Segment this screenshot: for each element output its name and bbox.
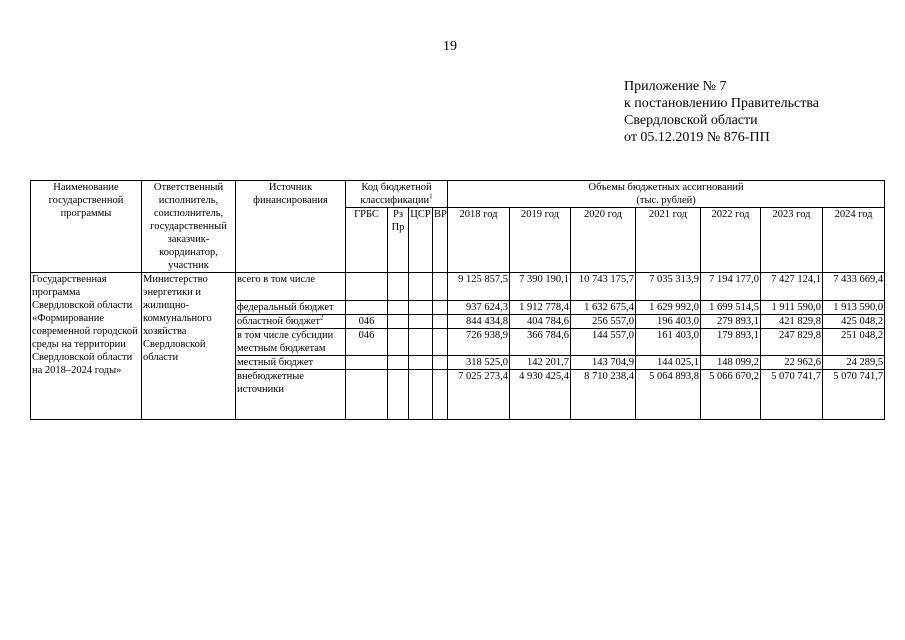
header-rz-pr: Рз Пр — [388, 208, 409, 273]
amount-cell-2021: 7 035 313,9 — [636, 273, 701, 301]
header-program: Наименование государственной программы — [31, 181, 142, 273]
header-grbs: ГРБС — [346, 208, 388, 273]
funding-source-cell — [236, 315, 346, 329]
grbs-cell: 046 — [346, 329, 388, 356]
csr-cell — [409, 370, 433, 420]
amount-cell-2019: 142 201,7 — [510, 356, 571, 370]
amount-cell-2018: 318 525,0 — [448, 356, 510, 370]
amount-cell-2020: 8 710 238,4 — [571, 370, 636, 420]
csr-cell — [409, 315, 433, 329]
amount-cell-2019: 366 784,6 — [510, 329, 571, 356]
header-row-1 — [31, 181, 885, 208]
amount-cell-2021: 1 629 992,0 — [636, 301, 701, 315]
vr-cell — [433, 356, 448, 370]
amount-cell-2018: 7 025 273,4 — [448, 370, 510, 420]
header-vr: ВР — [433, 208, 448, 273]
amount-cell-2020: 144 557,0 — [571, 329, 636, 356]
annex-block — [624, 78, 819, 146]
annex-title: Приложение № 7 — [624, 79, 727, 94]
amount-cell-2022: 1 699 514,5 — [701, 301, 761, 315]
header-year-6: 2024 год — [823, 208, 885, 273]
amount-cell-2018: 844 434,8 — [448, 315, 510, 329]
amount-cell-2022: 5 066 670,2 — [701, 370, 761, 420]
amount-cell-2023: 421 829,8 — [761, 315, 823, 329]
funding-source-cell — [236, 329, 346, 356]
header-volumes-unit: (тыс. рублей) — [636, 195, 696, 206]
header-executor: Ответственный исполнитель, соисполнитель, государственный заказчик-координатор, участник — [142, 181, 236, 273]
program-name-cell: Государственная программа Свердловской области «Формирование современной городской среды на территории Свердловской области на 2018–2024 годы» — [31, 273, 142, 420]
amount-cell-2023: 1 911 590,0 — [761, 301, 823, 315]
grbs-cell: 046 — [346, 315, 388, 329]
funding-source-label: всего в том числе — [237, 274, 316, 285]
rz-pr-cell — [388, 315, 409, 329]
budget-table-body — [31, 273, 885, 420]
amount-cell-2021: 144 025,1 — [636, 356, 701, 370]
funding-source-cell — [236, 301, 346, 315]
amount-cell-2022: 179 893,1 — [701, 329, 761, 356]
amount-cell-2019: 4 930 425,4 — [510, 370, 571, 420]
amount-cell-2023: 7 427 124,1 — [761, 273, 823, 301]
header-year-3: 2021 год — [636, 208, 701, 273]
header-volumes — [448, 181, 885, 208]
funding-source-cell — [236, 356, 346, 370]
amount-cell-2019: 404 784,6 — [510, 315, 571, 329]
annex-line-3: Свердловской области — [624, 113, 758, 128]
funding-source-label: областной бюджет — [237, 316, 320, 327]
funding-source-label: местный бюджет — [237, 357, 314, 368]
amount-cell-2024: 251 048,2 — [823, 329, 885, 356]
budget-table — [30, 180, 885, 420]
header-year-4: 2022 год — [701, 208, 761, 273]
rz-pr-cell — [388, 329, 409, 356]
funding-source-label: внебюджетные источники — [237, 371, 304, 395]
amount-cell-2021: 196 403,0 — [636, 315, 701, 329]
amount-cell-2024: 425 048,2 — [823, 315, 885, 329]
amount-cell-2018: 9 125 857,5 — [448, 273, 510, 301]
amount-cell-2022: 148 099,2 — [701, 356, 761, 370]
amount-cell-2020: 1 632 675,4 — [571, 301, 636, 315]
amount-cell-2023: 22 962,6 — [761, 356, 823, 370]
vr-cell — [433, 370, 448, 420]
vr-cell — [433, 315, 448, 329]
header-budget-code — [346, 181, 448, 208]
header-budget-code-text: Код бюджетной классификации — [360, 182, 432, 206]
vr-cell — [433, 329, 448, 356]
amount-cell-2019: 7 390 190,1 — [510, 273, 571, 301]
amount-cell-2018: 937 624,3 — [448, 301, 510, 315]
amount-cell-2024: 5 070 741,7 — [823, 370, 885, 420]
header-year-1: 2019 год — [510, 208, 571, 273]
rz-pr-cell — [388, 370, 409, 420]
rz-pr-cell — [388, 301, 409, 315]
grbs-cell — [346, 370, 388, 420]
rz-pr-cell — [388, 273, 409, 301]
amount-cell-2022: 279 893,1 — [701, 315, 761, 329]
grbs-cell — [346, 356, 388, 370]
footnote-marker-1: 1 — [429, 192, 433, 201]
csr-cell — [409, 273, 433, 301]
grbs-cell — [346, 301, 388, 315]
header-year-5: 2023 год — [761, 208, 823, 273]
rz-pr-cell — [388, 356, 409, 370]
csr-cell — [409, 329, 433, 356]
annex-line-2: к постановлению Правительства — [624, 96, 820, 111]
amount-cell-2024: 7 433 669,4 — [823, 273, 885, 301]
funding-source-cell — [236, 273, 346, 301]
annex-date: от 05.12.2019 № 876-ПП — [624, 130, 770, 145]
amount-cell-2020: 10 743 175,7 — [571, 273, 636, 301]
amount-cell-2024: 24 289,5 — [823, 356, 885, 370]
vr-cell — [433, 273, 448, 301]
header-year-2: 2020 год — [571, 208, 636, 273]
amount-cell-2021: 5 064 893,8 — [636, 370, 701, 420]
amount-cell-2024: 1 913 590,0 — [823, 301, 885, 315]
header-volumes-title: Объемы бюджетных ассигнований — [588, 182, 744, 193]
amount-cell-2022: 7 194 177,0 — [701, 273, 761, 301]
csr-cell — [409, 356, 433, 370]
header-source: Источник финансирования — [236, 181, 346, 273]
header-year-0: 2018 год — [448, 208, 510, 273]
amount-cell-2023: 247 829,8 — [761, 329, 823, 356]
executor-cell: Министерство энергетики и жилищно-коммунального хозяйства Свердловской области — [142, 273, 236, 420]
amount-cell-2021: 161 403,0 — [636, 329, 701, 356]
table-row — [31, 273, 885, 301]
funding-source-cell — [236, 370, 346, 420]
amount-cell-2020: 256 557,0 — [571, 315, 636, 329]
amount-cell-2020: 143 704,9 — [571, 356, 636, 370]
amount-cell-2018: 726 938,9 — [448, 329, 510, 356]
amount-cell-2023: 5 070 741,7 — [761, 370, 823, 420]
vr-cell — [433, 301, 448, 315]
grbs-cell — [346, 273, 388, 301]
footnote-marker-2: 2 — [319, 314, 324, 322]
amount-cell-2019: 1 912 778,4 — [510, 301, 571, 315]
funding-source-label: федеральный бюджет — [237, 302, 334, 313]
funding-source-label: в том числе субсидии местным бюджетам — [237, 330, 334, 354]
page-number: 19 — [443, 39, 457, 54]
csr-cell — [409, 301, 433, 315]
header-csr: ЦСР — [409, 208, 433, 273]
